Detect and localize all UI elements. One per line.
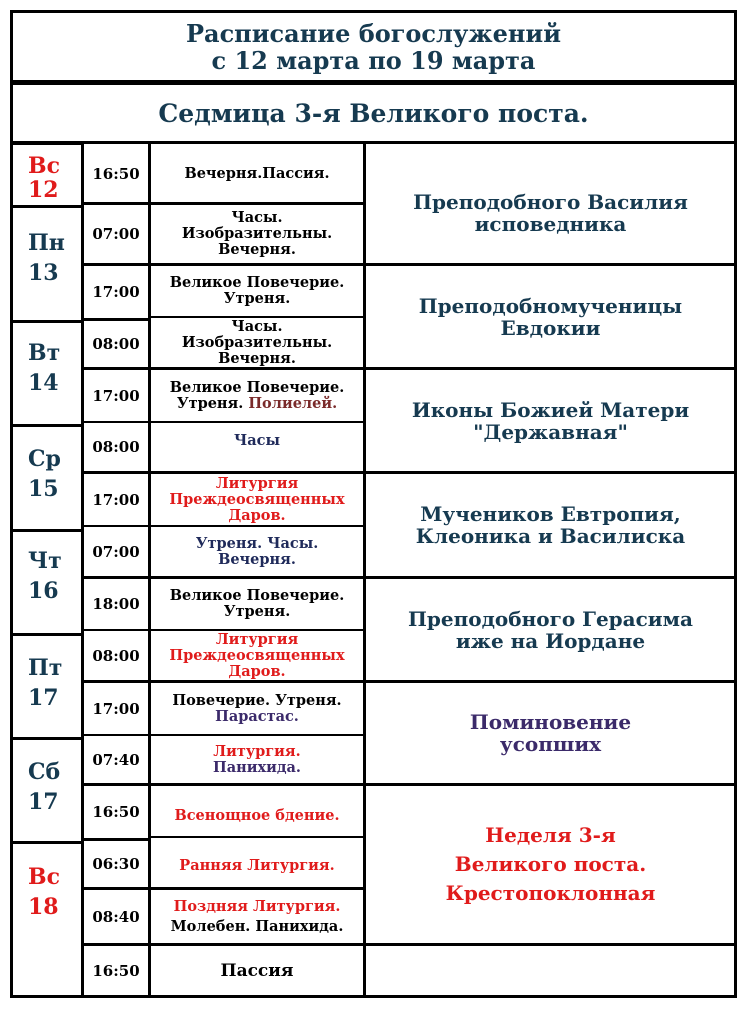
day-cell bbox=[12, 320, 82, 424]
saint-line: усопших bbox=[499, 732, 602, 756]
service-time: 08:40 bbox=[92, 907, 140, 926]
day-cell bbox=[12, 737, 82, 841]
service-description bbox=[151, 527, 363, 576]
service-line: Молебен. Панихида. bbox=[170, 917, 344, 935]
service-line: Ранняя Литургия. bbox=[179, 856, 335, 874]
saint-commemoration bbox=[366, 786, 735, 943]
service-time: 07:00 bbox=[92, 542, 140, 561]
service-time: 07:00 bbox=[92, 225, 140, 243]
saint-line: Поминовение bbox=[469, 710, 632, 734]
saint-commemoration bbox=[366, 683, 735, 783]
service-line: Преждеосвященных bbox=[169, 490, 345, 508]
saint-line: Преподобного Василия bbox=[413, 190, 688, 214]
service-line: Изобразительны. bbox=[181, 333, 333, 351]
week-heading: Седмица 3-я Великого поста. bbox=[10, 82, 737, 144]
day-number: 15 bbox=[28, 476, 59, 502]
service-description bbox=[151, 370, 363, 421]
saint-commemoration bbox=[366, 474, 735, 576]
service-line: Вечерня. bbox=[218, 241, 296, 258]
service-description bbox=[151, 474, 363, 525]
saint-line: Преподобномученицы bbox=[418, 293, 683, 318]
day-cell bbox=[12, 142, 82, 205]
service-time: 18:00 bbox=[92, 595, 140, 613]
service-time: 17:00 bbox=[92, 283, 140, 301]
day-abbr: Вт bbox=[28, 340, 61, 366]
day-abbr: Пн bbox=[28, 230, 65, 256]
saint-commemoration bbox=[366, 370, 735, 471]
day-cell bbox=[12, 529, 82, 633]
service-description bbox=[151, 838, 363, 887]
service-line: Великое Повечерие. bbox=[169, 274, 345, 291]
service-time: 17:00 bbox=[92, 386, 140, 405]
service-time: 17:00 bbox=[92, 699, 140, 718]
service-line: Утреня. bbox=[223, 603, 291, 620]
service-description bbox=[151, 736, 363, 783]
service-time: 16:50 bbox=[92, 803, 140, 821]
saint-commemoration bbox=[366, 145, 735, 263]
service-line bbox=[177, 396, 337, 412]
service-description bbox=[151, 579, 363, 629]
service-description bbox=[151, 890, 363, 943]
service-time: 16:50 bbox=[92, 164, 140, 183]
day-number: 12 bbox=[28, 177, 59, 203]
service-line: Пассия bbox=[220, 961, 294, 981]
day-cell bbox=[12, 633, 82, 737]
service-time: 17:00 bbox=[92, 490, 140, 509]
day-abbr: Чт bbox=[28, 548, 62, 574]
service-time: 06:30 bbox=[92, 855, 140, 873]
day-abbr: Вс bbox=[28, 864, 60, 890]
service-line: Литургия. bbox=[213, 742, 301, 760]
day-abbr: Сб bbox=[28, 759, 61, 785]
day-abbr: Пт bbox=[28, 655, 63, 681]
day-cell bbox=[12, 205, 82, 320]
day-cell bbox=[12, 424, 82, 529]
day-number: 16 bbox=[28, 578, 59, 604]
service-time: 08:00 bbox=[92, 646, 140, 665]
saint-commemoration bbox=[366, 579, 735, 680]
day-number: 17 bbox=[28, 789, 59, 815]
service-line: Часы bbox=[234, 432, 280, 449]
service-line: Вечерня. bbox=[218, 550, 296, 568]
title-line-1: Расписание богослужений bbox=[185, 18, 562, 48]
saint-line: исповедника bbox=[474, 212, 627, 236]
service-line: Вечерня.Пассия. bbox=[184, 164, 330, 182]
saint-line: иже на Иордане bbox=[455, 628, 646, 653]
saint-line: Евдокии bbox=[500, 315, 601, 340]
service-line: Изобразительны. bbox=[181, 225, 333, 242]
service-time: 16:50 bbox=[92, 962, 140, 980]
service-line: Парастас. bbox=[215, 707, 299, 725]
day-number: 13 bbox=[28, 260, 59, 286]
day-number: 17 bbox=[28, 685, 59, 711]
service-description bbox=[151, 266, 363, 316]
saint-line: Неделя 3-я bbox=[485, 823, 616, 847]
saint-line: Преподобного Герасима bbox=[408, 606, 693, 631]
service-line: Великое Повечерие. bbox=[169, 378, 345, 396]
saint-line: Клеоника и Василиска bbox=[415, 524, 686, 548]
service-description bbox=[151, 423, 363, 459]
service-line: Утреня. Часы. bbox=[195, 534, 319, 552]
title-line-2: с 12 марта по 19 марта bbox=[211, 45, 536, 75]
service-description bbox=[151, 631, 363, 680]
service-time: 08:00 bbox=[92, 335, 140, 353]
service-line: Поздняя Литургия. bbox=[173, 897, 341, 915]
service-description bbox=[151, 786, 363, 836]
service-description bbox=[151, 683, 363, 734]
service-line: Великое Повечерие. bbox=[169, 587, 345, 604]
saint-line: Крестопоклонная bbox=[445, 881, 656, 905]
service-description bbox=[151, 205, 363, 263]
service-line: Панихида. bbox=[213, 758, 301, 776]
service-line: Даров. bbox=[228, 506, 286, 524]
service-line: Литургия bbox=[215, 630, 299, 648]
saint-commemoration bbox=[366, 266, 735, 367]
service-line: Утреня. bbox=[223, 290, 291, 307]
service-time: 08:00 bbox=[92, 438, 140, 456]
service-line-part: Утреня. bbox=[176, 394, 249, 412]
service-line: Даров. bbox=[228, 662, 286, 680]
service-line: Часы. bbox=[231, 317, 283, 335]
service-line: Литургия bbox=[215, 474, 299, 492]
service-line: Часы. bbox=[231, 209, 283, 226]
service-description bbox=[151, 145, 363, 202]
service-line-highlight: Полиелей. bbox=[248, 394, 338, 412]
service-line: Всенощное бдение. bbox=[174, 807, 340, 824]
service-description bbox=[151, 946, 363, 996]
saint-line: Великого поста. bbox=[454, 852, 647, 876]
day-abbr: Вс bbox=[28, 153, 60, 179]
service-description bbox=[151, 318, 363, 367]
service-line: Преждеосвященных bbox=[169, 646, 345, 664]
saint-line: "Державная" bbox=[473, 419, 628, 444]
saint-line: Мучеников Евтропия, bbox=[420, 502, 681, 526]
day-cell bbox=[12, 841, 82, 996]
service-line: Повечерие. Утреня. bbox=[172, 691, 342, 709]
service-line: Вечерня. bbox=[218, 349, 296, 367]
day-number: 18 bbox=[28, 894, 59, 920]
service-time: 07:40 bbox=[92, 750, 140, 769]
day-abbr: Ср bbox=[28, 446, 61, 472]
saint-line: Иконы Божией Матери bbox=[411, 397, 690, 422]
day-number: 14 bbox=[28, 370, 59, 396]
